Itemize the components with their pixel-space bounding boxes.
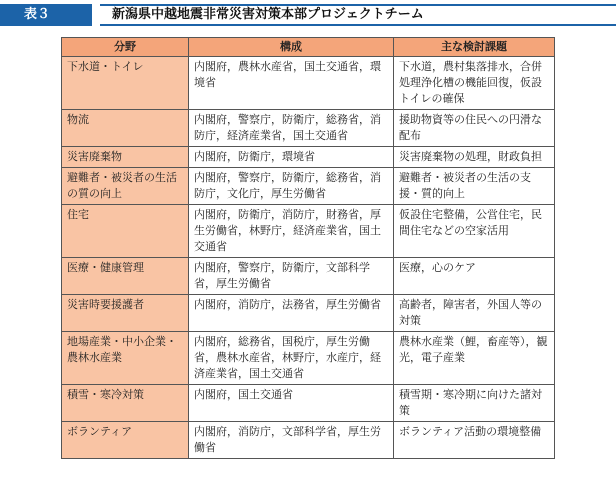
field-cell: 積雪・寒冷対策 [62, 385, 189, 422]
table-row [62, 332, 555, 385]
title-bar [0, 4, 616, 26]
issues-cell: 災害廃棄物の処理，財政負担 [394, 147, 555, 168]
members-cell: 内閣府，消防庁，文部科学省，厚生労働省 [189, 422, 394, 459]
field-cell: 住宅 [62, 205, 189, 258]
issues-cell: 積雪期・寒冷期に向けた諸対策 [394, 385, 555, 422]
header-row [62, 38, 555, 57]
document-title: 新潟県中越地震非常災害対策本部プロジェクトチーム [100, 4, 616, 26]
field-cell: 地場産業・中小企業・農林水産業 [62, 332, 189, 385]
members-cell: 内閣府，防衛庁，環境省 [189, 147, 394, 168]
column-header-issues: 主な検討課題 [394, 38, 555, 57]
issues-cell: ボランティア活動の環境整備 [394, 422, 555, 459]
issues-cell: 避難者・被災者の生活の支援・質的向上 [394, 168, 555, 205]
column-header-members: 構成 [189, 38, 394, 57]
members-cell: 内閣府，防衛庁，消防庁，財務省，厚生労働省，林野庁，経済産業省，国土交通省 [189, 205, 394, 258]
table-label: 表３ [0, 4, 92, 26]
table-row [62, 422, 555, 459]
field-cell: 災害廃棄物 [62, 147, 189, 168]
table-row [62, 147, 555, 168]
table-row [62, 258, 555, 295]
table-row [62, 385, 555, 422]
table-row [62, 57, 555, 110]
table-row [62, 110, 555, 147]
table-row [62, 168, 555, 205]
members-cell: 内閣府，警察庁，防衛庁，総務省，消防庁，経済産業省，国土交通省 [189, 110, 394, 147]
field-cell: 避難者・被災者の生活の質の向上 [62, 168, 189, 205]
issues-cell: 下水道，農村集落排水，合併処理浄化槽の機能回復，仮設トイレの確保 [394, 57, 555, 110]
field-cell: 医療・健康管理 [62, 258, 189, 295]
members-cell: 内閣府，消防庁，法務省，厚生労働省 [189, 295, 394, 332]
issues-cell: 医療，心のケア [394, 258, 555, 295]
column-header-field: 分野 [62, 38, 189, 57]
issues-cell: 農林水産業（鯉，畜産等），観光，電子産業 [394, 332, 555, 385]
project-team-table [61, 37, 555, 459]
field-cell: 物流 [62, 110, 189, 147]
members-cell: 内閣府，農林水産省，国土交通省，環境省 [189, 57, 394, 110]
issues-cell: 高齢者，障害者，外国人等の対策 [394, 295, 555, 332]
table-row [62, 205, 555, 258]
field-cell: 下水道・トイレ [62, 57, 189, 110]
members-cell: 内閣府，総務省，国税庁，厚生労働省，農林水産省，林野庁，水産庁，経済産業省，国土交通省 [189, 332, 394, 385]
issues-cell: 仮設住宅整備，公営住宅，民間住宅などの空家活用 [394, 205, 555, 258]
field-cell: 災害時要援護者 [62, 295, 189, 332]
members-cell: 内閣府，警察庁，防衛庁，総務省，消防庁，文化庁，厚生労働省 [189, 168, 394, 205]
members-cell: 内閣府，国土交通省 [189, 385, 394, 422]
table-row [62, 295, 555, 332]
issues-cell: 援助物資等の住民への円滑な配布 [394, 110, 555, 147]
field-cell: ボランティア [62, 422, 189, 459]
members-cell: 内閣府，警察庁，防衛庁，文部科学省，厚生労働省 [189, 258, 394, 295]
